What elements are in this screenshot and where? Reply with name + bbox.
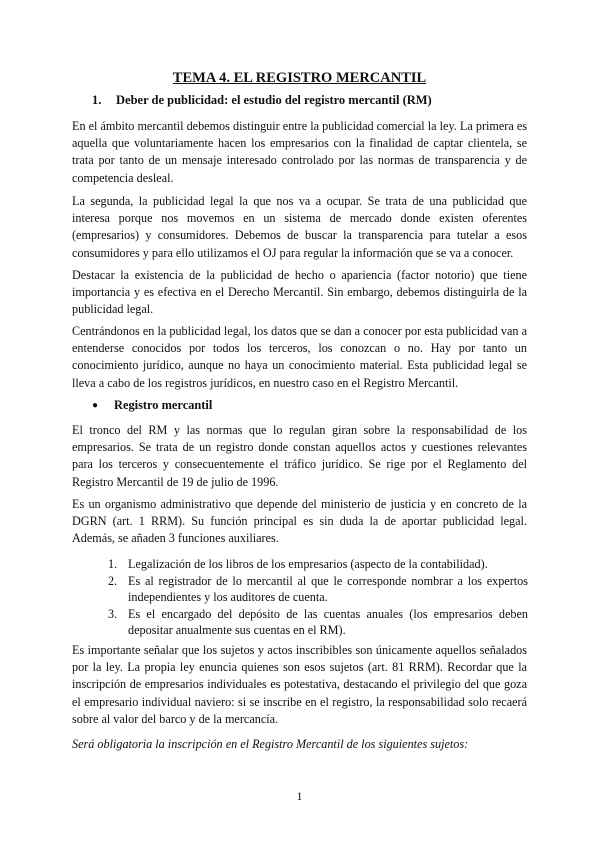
section-heading xyxy=(92,93,432,108)
bullet-dot-icon: ● xyxy=(92,400,99,411)
section-heading-text: Deber de publicidad: el estudio del registro mercantil (RM) xyxy=(116,93,432,107)
list-item-number: 2. xyxy=(108,573,118,588)
paragraph-3: Destacar la existencia de la publicidad de hecho o apariencia (factor notorio) que tiene importancia y es efectiva en el Derecho Mercantil. Sin embargo, debemos distinguirla de la publicidad legal. xyxy=(72,268,527,317)
list-item-text: Es el encargado del depósito de las cuentas anuales (los empresarios deben depositar anualmente sus cuentas en el RM). xyxy=(128,606,528,638)
paragraph-6: Es un organismo administrativo que depende del ministerio de justicia y en concreto de la DGRN (art. 1 RRM). Su función principal es sin duda la de aportar publicidad legal. Además, se añaden 3 funciones auxiliares. xyxy=(72,497,527,546)
page-number: 1 xyxy=(296,789,303,803)
paragraph-2: La segunda, la publicidad legal la que nos va a ocupar. Se trata de una publicidad que interesa porque nos movemos en un sistema de mercado donde existen oferentes (empresarios) y consumidores. Debemos de buscar la transparencia para tutelar a esos consumidores y para ello utilizamos el OJ para regular la información que se va a conocer. xyxy=(72,194,527,260)
list-item-text: Legalización de los libros de los empresarios (aspecto de la contabilidad). xyxy=(128,557,488,571)
section-number: 1. xyxy=(92,93,102,107)
paragraph-5: El tronco del RM y las normas que lo regulan giran sobre la responsabilidad de los empresarios. Se trata de un registro donde constan aquellos actos y cuestiones relevantes para los terceros y consecuentemente el tráfico jurídico. Se rige por el Reglamento del Registro Mercantil de 19 de julio de 1996. xyxy=(72,423,527,489)
document-title: TEMA 4. EL REGISTRO MERCANTIL xyxy=(172,70,427,86)
list-item xyxy=(108,556,528,573)
list-item-number: 3. xyxy=(108,606,118,621)
bullet-heading xyxy=(92,398,212,413)
list-item-text: Es al registrador de lo mercantil al que le corresponde nombrar a los expertos independientes y los auditores de cuenta. xyxy=(128,573,528,605)
paragraph-1: En el ámbito mercantil debemos distinguir entre la publicidad comercial la ley. La primera es aquella que voluntariamente hacen los empresarios con la finalidad de captar clientela, se trata por tanto de un mensaje interesado controlado por las normas de transparencia y de competencia desleal. xyxy=(72,119,527,185)
bullet-label: Registro mercantil xyxy=(114,398,213,412)
functions-list xyxy=(108,556,528,639)
italic-paragraph: Será obligatoria la inscripción en el Registro Mercantil de los siguientes sujetos: xyxy=(72,737,469,751)
list-item-number: 1. xyxy=(108,557,118,571)
paragraph-7: Es importante señalar que los sujetos y actos inscribibles son únicamente aquellos señalados por la ley. La propia ley enuncia quienes son esos sujetos (art. 81 RRM). Recordar que la inscripción de empresarios individuales es potestativa, destacando el privilegio del que goza el empresario individual naviero: si se inscribe en el registro, la responsabilidad solo recaerá sobre al valor del barco y de la mercancía. xyxy=(72,643,527,726)
list-item xyxy=(108,606,528,639)
paragraph-4: Centrándonos en la publicidad legal, los datos que se dan a conocer por esta publicidad van a entenderse conocidos por todos los terceros, los conozcan o no. Hay por tanto un conocimiento jurídico, aunque no haya un conocimiento material. Esta publicidad legal se lleva a cabo de los registros jurídicos, en nuestro caso en el Registro Mercantil. xyxy=(72,324,527,390)
list-item xyxy=(108,573,528,606)
